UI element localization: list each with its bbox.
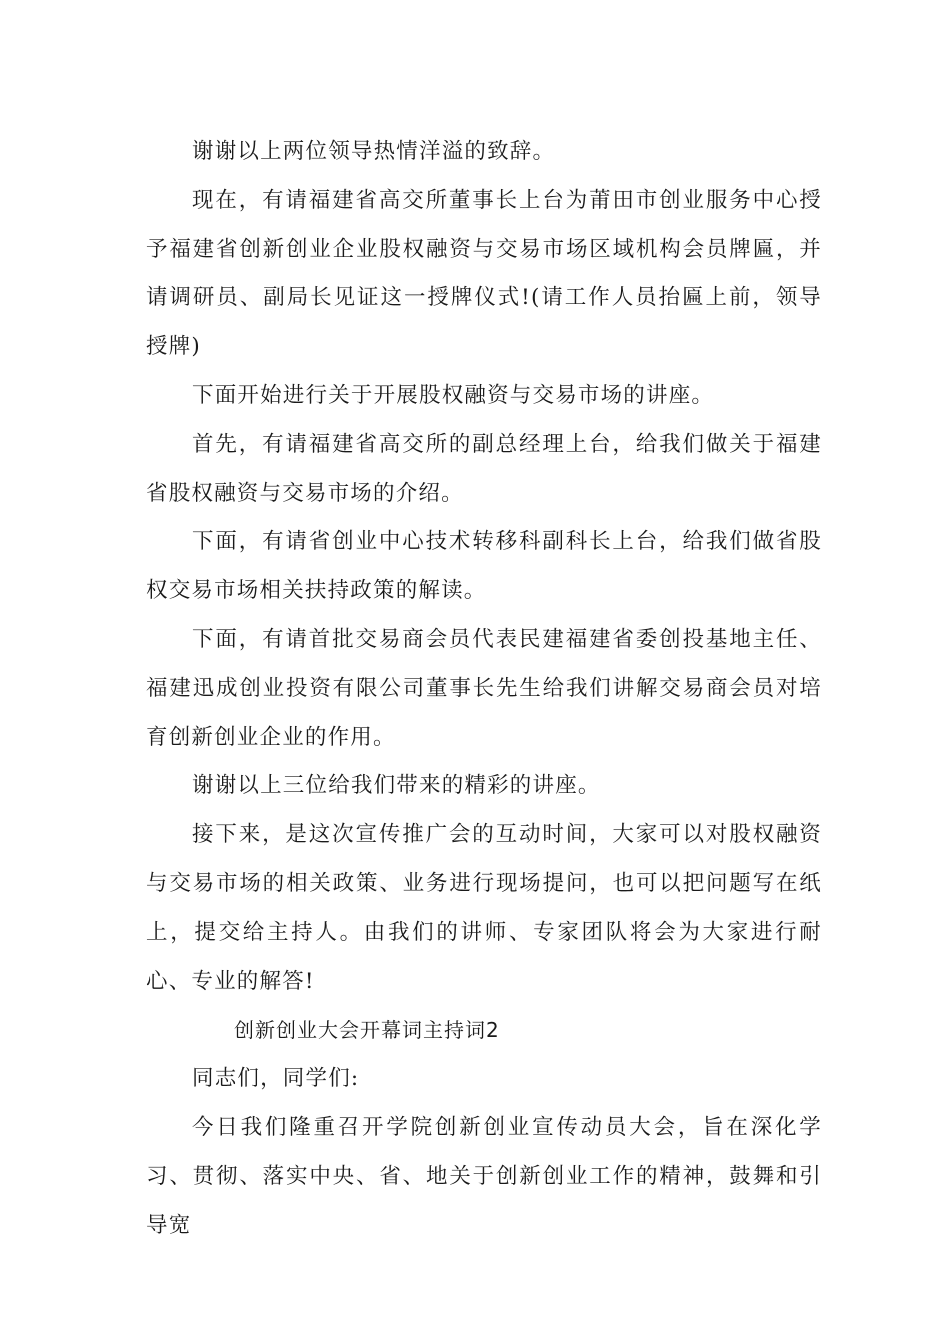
paragraph-second-speaker: 下面，有请省创业中心技术转移科副科长上台，给我们做省股权交易市场相关扶持政策的解读。 (146, 529, 822, 604)
section-heading: 创新创业大会开幕词主持词2 (234, 1018, 500, 1043)
paragraph-opening: 今日我们隆重召开学院创新创业宣传动员大会，旨在深化学习、贯彻、落实中央、省、地关于创新创业工作的精神，鼓舞和引导宽 (146, 1114, 822, 1238)
paragraph-first-speaker: 首先，有请福建省高交所的副总经理上台，给我们做关于福建省股权融资与交易市场的介绍。 (146, 431, 822, 506)
paragraph-interaction: 接下来，是这次宣传推广会的互动时间，大家可以对股权融资与交易市场的相关政策、业务进行现场提问，也可以把问题写在纸上，提交给主持人。由我们的讲师、专家团队将会为大家进行耐心、专业的解答! (146, 822, 822, 994)
paragraph-award-plaque: 现在，有请福建省高交所董事长上台为莆田市创业服务中心授予福建省创新创业企业股权融资与交易市场区域机构会员牌匾，并请调研员、副局长见证这一授牌仪式!(请工作人员抬匾上前，领导授牌) (146, 187, 822, 360)
paragraph-third-speaker: 下面，有请首批交易商会员代表民建福建省委创投基地主任、福建迅成创业投资有限公司董事长先生给我们讲解交易商会员对培育创新创业企业的作用。 (146, 626, 822, 750)
paragraph-lecture-start: 下面开始进行关于开展股权融资与交易市场的讲座。 (192, 382, 715, 408)
paragraph-greeting: 同志们，同学们: (192, 1066, 360, 1092)
paragraph-thanks-speakers: 谢谢以上三位给我们带来的精彩的讲座。 (192, 773, 601, 799)
paragraph-thanks-leaders: 谢谢以上两位领导热情洋溢的致辞。 (192, 139, 556, 164)
document-body (146, 128, 822, 1250)
